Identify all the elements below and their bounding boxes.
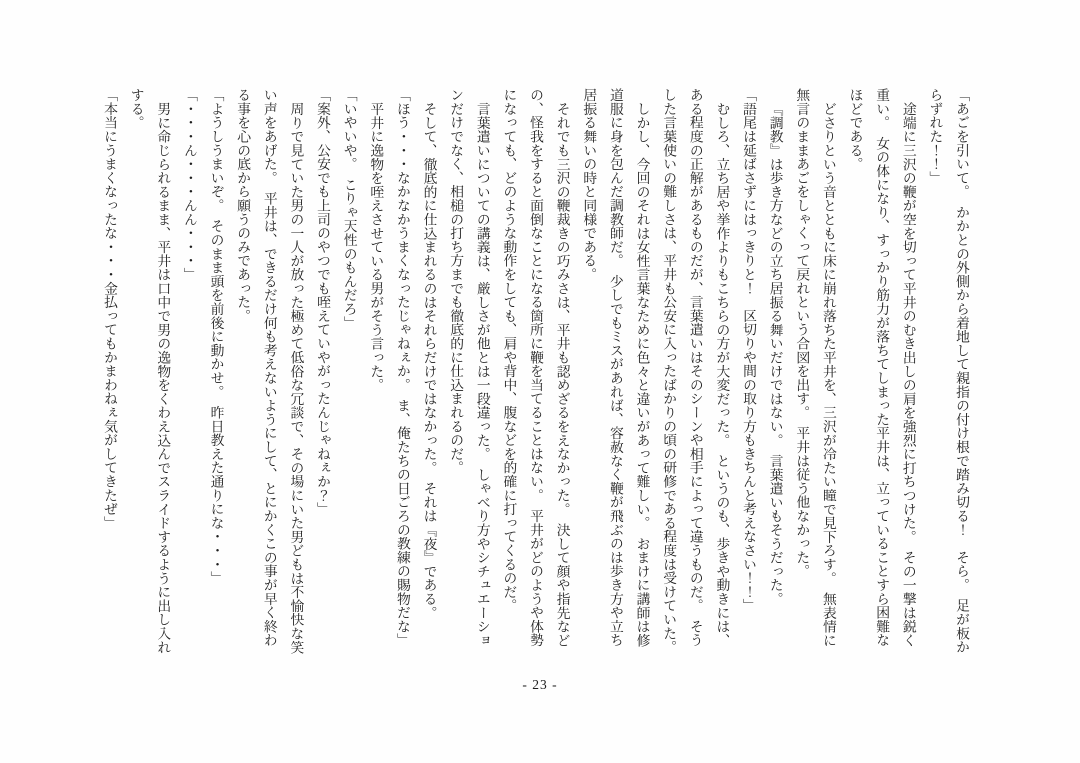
narrative-paragraph: 途端に三沢の鞭が空を切って平井のむき出しの肩を強烈に打ちつけた。 その一撃は鋭く重い。 女の体になり、すっかり筋力が落ちてしまった平井は、立っていることすら困難なほどである。: [847, 88, 916, 647]
dialogue-paragraph: 「本当にうまくなったな・・・金払ってもかまわねぇ気がしてきたぜ」: [102, 88, 117, 530]
narrative-paragraph: 周りで見ていた男の一人が放った極めて低俗な冗談で、その場にいた男どもは不愉快な笑い声をあげた。 平井は、できるだけ何も考えないようにして、とにかくこの事が早く終わる事を心の底から願うのみであった。: [235, 88, 304, 654]
narrative-paragraph: しかし、今回のそれは女性言葉なために色々と違いがあって難しい。 おまけに講師は修道服に身を包んだ調教師だ。 少しでもミスがあれば、容赦なく鞭が飛ぶのは歩き方や立ち居振る舞いの時と同様である。: [581, 88, 650, 647]
dialogue-paragraph: 「語尾は延ばさずにはっきりと！ 区切りや間の取り方もきちんと考えなさい！！」: [741, 88, 756, 613]
narrative-paragraph: むしろ、立ち居や挙作よりもこちらの方が大変だった。 というのも、歩きや動きには、ある程度の正解があるものだが、言葉遣いはそのシーンや相手によって違うものだ。 そうした言葉使いの難しさは、平井も公安に入ったばかりの頃の研修である程度は受けていた。: [661, 88, 730, 654]
narrative-paragraph: それでも三沢の鞭裁きの巧みさは、平井も認めざるをえなかった。 決して顔や指先などの、怪我をすると面倒なことになる箇所に鞭を当てることはない。 平井がどのようや体勢になっても、どのような動作をしても、肩や背中、腹などを的確に打ってくるのだ。: [501, 88, 570, 647]
narrative-paragraph: 『調教』は歩き方などの立ち居振る舞いだけではない。 言葉遣いもそうだった。: [767, 101, 783, 606]
narrative-paragraph: 男に命じられるまま、平井は口中で男の逸物をくわえ込んでスライドするように出し入れする。: [128, 88, 171, 654]
narrative-paragraph: 平井に逸物を咥えさせている男がそう言った。: [368, 101, 384, 392]
dialogue-paragraph: 「いやいや。 こりゃ天性のもんだろ」: [341, 88, 357, 330]
dialogue-paragraph: 「ようしうまいぞ。 そのまま頭を前後に動かせ。 昨日教えた通りにな・・・」: [208, 88, 224, 585]
narrative-paragraph: どさりという音とともに床に崩れ落ちた平井を、三沢が冷たい瞳で見下ろす。 無表情に無言のままあごをしゃくって戻れという合図を出す。 平井は従う他なかった。: [794, 88, 836, 647]
dialogue-paragraph: 「案外、公安でも上司のやつでも咥えていやがったんじゃねぇか？」: [315, 88, 330, 516]
vertical-text-body: [74, 88, 974, 657]
page-number: - 23 -: [522, 677, 558, 692]
narrative-paragraph: 言葉遣いについての講義は、厳しさが他とは一段違った。 しゃべり方やシチュエーションだけでなく、相槌の打ち方までも徹底的に仕込まれるのだ。: [448, 88, 490, 647]
dialogue-paragraph: 「あごを引いて。 かかとの外側から着地して親指の付け根で踏み切る！ そら。 足が板からずれた！！」: [927, 88, 969, 654]
dialogue-paragraph: 「・・・ん・・・んん・・・」: [181, 88, 197, 282]
narrative-paragraph: そして、徹底的に仕込まれるのはそれらだけではなかった。 それは『夜』である。: [421, 101, 437, 620]
dialogue-paragraph: 「ほう・・・なかなかうまくなったじゃねぇか。 ま、俺たちの日ごろの教練の賜物だな」: [394, 88, 410, 647]
